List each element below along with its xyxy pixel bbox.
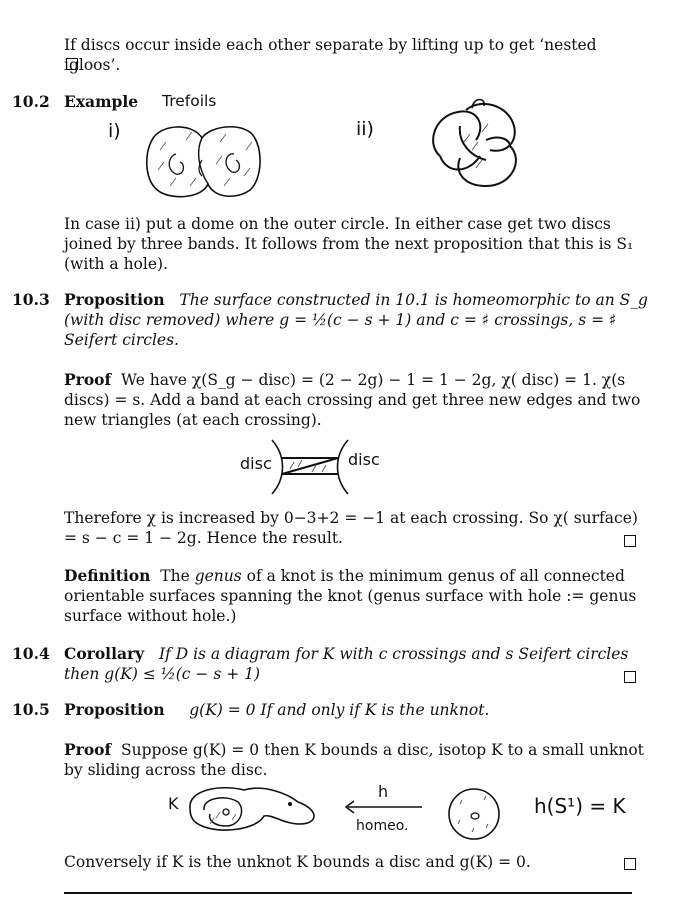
qed-box xyxy=(624,671,636,683)
prop-10-3-number: 10.3 xyxy=(12,290,50,309)
proof-1-conclusion: Therefore χ is increased by 0−3+2 = −1 at each crossing. So χ( surface) = s − c = 1 − 2g. Hence the result. xyxy=(64,509,638,547)
definition-text-after: of a knot is the minimum genus of all connected orientable surfaces spanning the knot (genus surface with hole := genus surface without hole.) xyxy=(64,567,637,625)
cor-10-4-number: 10.4 xyxy=(12,644,50,663)
knot-sliding-diagram xyxy=(180,780,330,840)
trefoil-diagram-i xyxy=(140,120,270,200)
proof-1-text: We have χ(S_g − disc) = (2 − 2g) − 1 = 1 − 2g, χ( disc) = 1. χ(s discs) = s. Add a band at each crossing and get three new edges and two new triangles (at each crossing). xyxy=(64,371,641,429)
qed-box xyxy=(624,858,636,870)
prop-10-5-number: 10.5 xyxy=(12,700,50,719)
band-diagram xyxy=(270,438,350,496)
label-ii: ii) xyxy=(356,118,374,140)
prop-10-3-heading: Proposition xyxy=(64,290,165,309)
h-label: h xyxy=(378,782,389,801)
prop-10-3 xyxy=(64,290,650,350)
proof-2-conversely: Conversely if K is the unknot K bounds a disc and g(K) = 0. xyxy=(64,853,531,871)
proof-2-heading: Proof xyxy=(64,740,112,759)
intro-line: If discs occur inside each other separate by lifting up to get ‘nested igloos’. xyxy=(64,36,597,74)
prop-10-5-statement: g(K) = 0 If and only if K is the unknot. xyxy=(189,701,490,719)
proof-1-heading: Proof xyxy=(64,370,112,389)
unknot-disc-diagram xyxy=(446,786,502,842)
example-number: 10.2 xyxy=(12,92,50,111)
qed-box xyxy=(66,58,78,70)
disc-left-label: disc xyxy=(240,454,272,473)
cor-10-4 xyxy=(64,644,650,684)
cor-10-4-statement: If D is a diagram for K with c crossings and s Seifert circles then g(K) ≤ ½(c − s + 1) xyxy=(64,645,629,683)
definition-text-before: The xyxy=(160,567,190,585)
disc-right-label: disc xyxy=(348,450,380,469)
definition-heading: Definition xyxy=(64,566,151,585)
cor-10-4-heading: Corollary xyxy=(64,644,145,663)
homeo-label: homeo. xyxy=(356,818,409,834)
arrow-left-icon xyxy=(344,800,424,814)
definition-term: genus xyxy=(194,567,242,585)
prop-10-5-heading: Proposition xyxy=(64,700,165,719)
footer-rule xyxy=(64,892,632,894)
proof-1 xyxy=(64,370,650,430)
proof-2 xyxy=(64,740,650,780)
qed-box xyxy=(624,535,636,547)
prop-10-5 xyxy=(64,700,650,720)
trefoil-diagram-ii xyxy=(420,96,530,191)
proof-2-text: Suppose g(K) = 0 then K bounds a disc, isotop K to a small unknot by sliding across the disc. xyxy=(64,741,644,779)
k-label: K xyxy=(168,794,179,813)
example-title: Trefoils xyxy=(162,92,217,110)
example-heading: Example xyxy=(64,92,139,111)
label-i: i) xyxy=(108,120,121,142)
example-paragraph: In case ii) put a dome on the outer circle. In either case get two discs joined by three bands. It follows from the next proposition that this is S₁ (with a hole). xyxy=(64,215,634,273)
h-equation: h(S¹) = K xyxy=(534,794,626,818)
definition xyxy=(64,566,650,626)
prop-10-3-statement: The surface constructed in 10.1 is homeomorphic to an S_g (with disc removed) where g = ½(c − s + 1) and c = ♯ crossings, s = ♯ Seifert circles. xyxy=(64,291,648,349)
